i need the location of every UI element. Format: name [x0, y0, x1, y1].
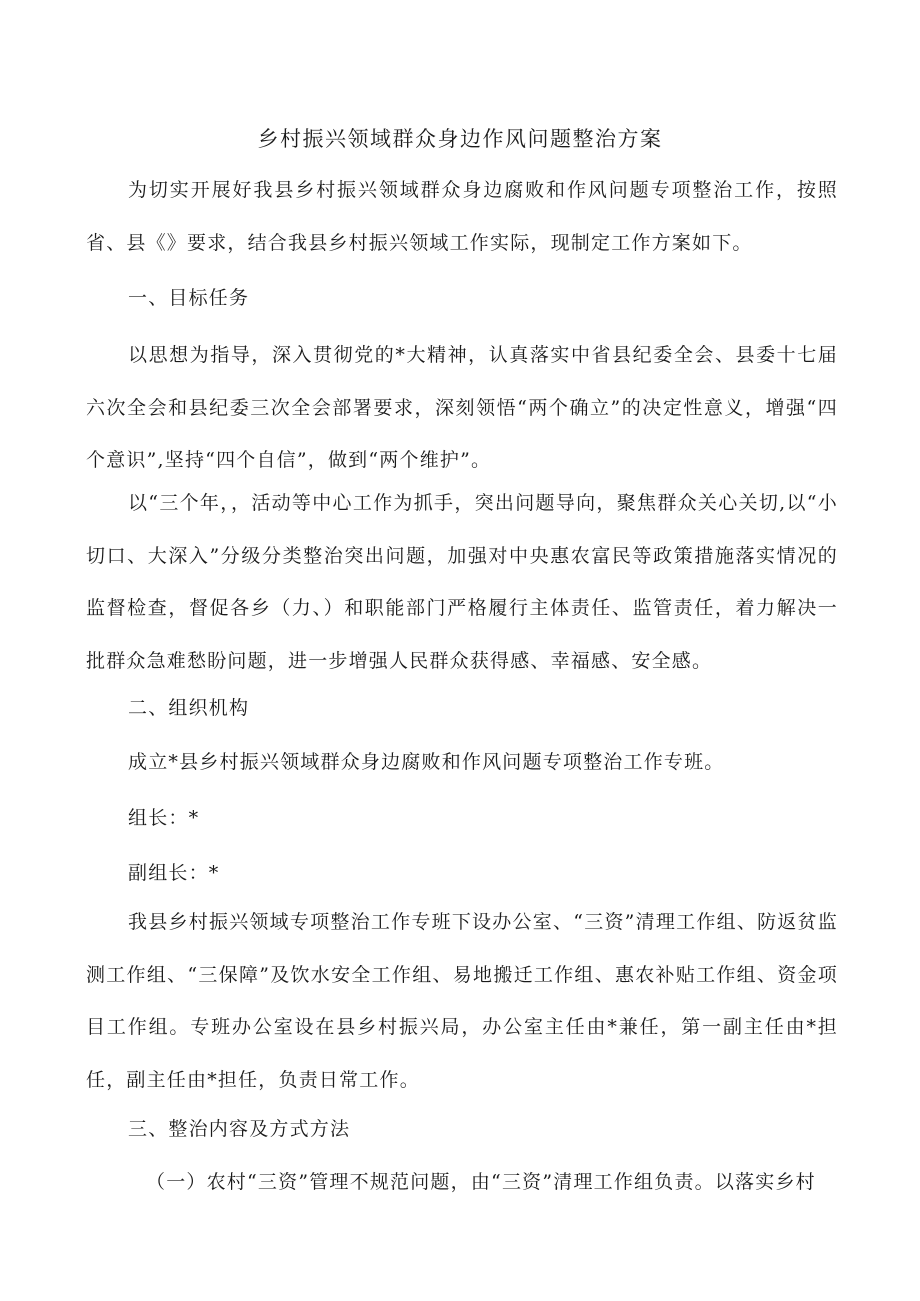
goals-paragraph-2: 以“三个年，，活动等中心工作为抓手，突出问题导向，聚焦群众关心关切,以“小切口、大深入”分级分类整治突出问题，加强对中央惠农富民等政策措施落实情况的监督检查，督促各乡（力、）和职能部门严格履行主体责任、监管责任，着力解决一批群众急难愁盼问题，进一步增强人民群众获得感、幸福感、安全感。: [86, 492, 838, 672]
organization-setup: 成立*县乡村振兴领域群众身边腐败和作风问题专项整治工作专班。: [128, 751, 725, 773]
section-heading-content: 三、整治内容及方式方法: [128, 1118, 351, 1140]
organization-deputy-leader: 副组长：*: [128, 862, 220, 884]
document-title: 乡村振兴领域群众身边作风问题整治方案: [257, 127, 663, 151]
organization-paragraph: 我县乡村振兴领域专项整治工作专班下设办公室、“三资”清理工作组、防返贫监测工作组、“三保障”及饮水安全工作组、易地搬迁工作组、惠农补贴工作组、资金项目工作组。专班办公室设在县乡村振兴局，办公室主任由*兼任，第一副主任由*担任，副主任由*担任，负责日常工作。: [86, 911, 838, 1091]
organization-leader: 组长：*: [128, 807, 200, 829]
content-item-1: （一）农村“三资”管理不规范问题，由“三资”清理工作组负责。以落实乡村: [146, 1171, 816, 1193]
goals-paragraph-1: 以思想为指导，深入贯彻党的*大精神，认真落实中省县纪委全会、县委十七届六次全会和县纪委三次全会部署要求，深刻领悟“两个确立”的决定性意义，增强“四个意识”,坚持“四个自信”，做到“两个维护”。: [86, 344, 838, 471]
section-heading-goals: 一、目标任务: [128, 287, 250, 309]
intro-paragraph: 为切实开展好我县乡村振兴领域群众身边腐败和作风问题专项整治工作，按照省、县《》要求，结合我县乡村振兴领域工作实际，现制定工作方案如下。: [86, 179, 838, 254]
section-heading-organization: 二、组织机构: [128, 697, 250, 719]
